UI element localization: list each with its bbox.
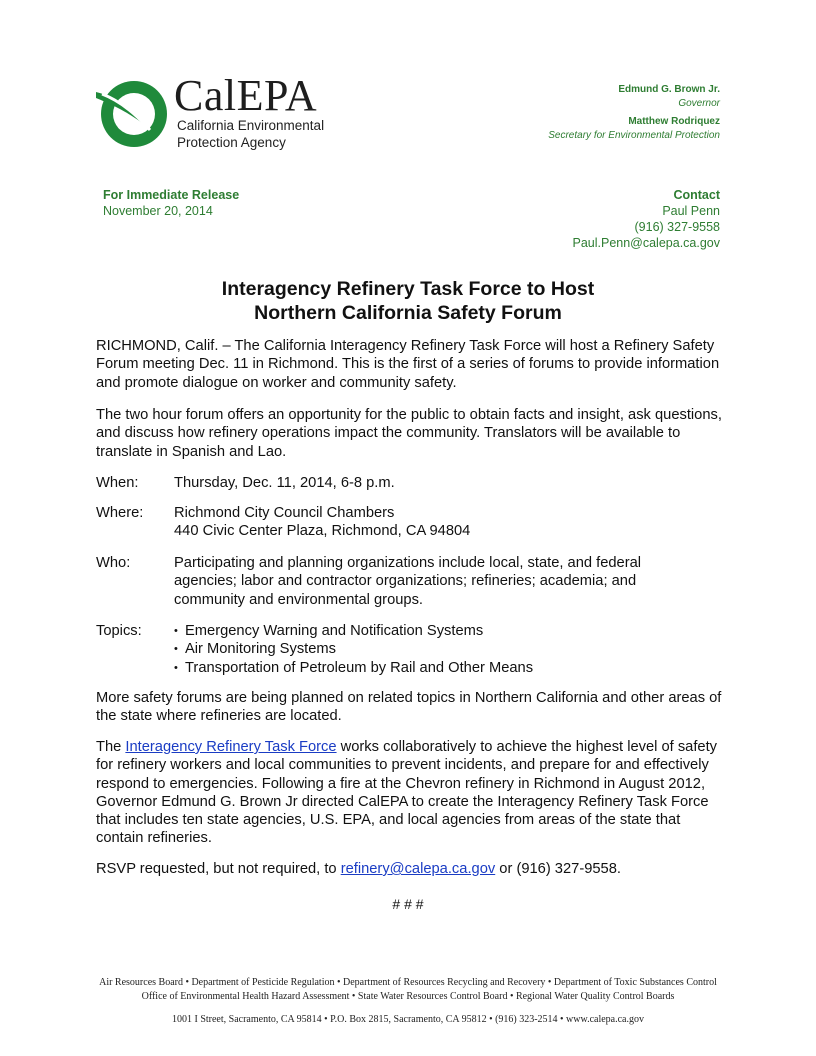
where-address: 440 Civic Center Plaza, Richmond, CA 94804: [174, 523, 471, 540]
topics-list: [174, 622, 734, 677]
topic-item: • Emergency Warning and Notification Systems: [174, 622, 734, 640]
secretary-title: Secretary for Environmental Protection: [548, 130, 720, 141]
topic-item: • Air Monitoring Systems: [174, 640, 734, 658]
logo-subtitle-line2: Protection Agency: [177, 135, 286, 150]
press-release-title: [0, 277, 816, 325]
footer-boards-line2: Office of Environmental Health Hazard Assessment • State Water Resources Control Board • Regional Water Quality Control Boards: [141, 991, 675, 1002]
when-value: Thursday, Dec. 11, 2014, 6-8 p.m.: [174, 475, 395, 491]
footer-boards-line1: Air Resources Board • Department of Pesticide Regulation • Department of Resources Recycling and Recovery • Department of Toxic Substances Control: [99, 977, 717, 988]
task-force-lead: The: [96, 739, 126, 755]
officials-block: [548, 83, 720, 143]
contact-label: Contact: [673, 188, 720, 202]
contact-phone: (916) 327-9558: [634, 220, 720, 234]
paragraph-forum-description: The two hour forum offers an opportunity for the public to obtain facts and insight, ask questions, and discuss how refinery operations impact the community. Translators will be available to translate in Spanish and Lao.: [96, 407, 722, 460]
title-line1: Interagency Refinery Task Force to Host: [221, 278, 595, 300]
where-value: [174, 504, 734, 541]
rsvp-email-link[interactable]: refinery@calepa.ca.gov: [340, 861, 496, 877]
contact-email: Paul.Penn@calepa.ca.gov: [572, 236, 720, 250]
release-date: November 20, 2014: [103, 204, 213, 218]
rsvp-phone: or (916) 327-9558.: [495, 861, 621, 877]
where-venue: Richmond City Council Chambers: [174, 505, 395, 521]
task-force-body: works collaboratively to achieve the highest level of safety for refinery workers and local communities to prevent incidents, and prepare for and effectively respond to emergencies. Following a fire at the Chevron refinery in Richmond in August 2012, Governor Edmund G. Brown Jr directed CalEPA to create the Interagency Refinery Task Force that includes ten state agencies, U.S. EPA, and local agencies from areas of the state that contain refineries.: [96, 739, 718, 847]
paragraph-intro: RICHMOND, Calif. – The California Interagency Refinery Task Force will host a Refinery Safety Forum meeting Dec. 11 in Richmond. This is the first of a series of forums to provide information and promote dialogue on worker and community safety.: [96, 338, 720, 391]
contact-name: Paul Penn: [662, 204, 720, 218]
calepa-logo-icon: [94, 74, 170, 152]
task-force-link[interactable]: Interagency Refinery Task Force: [125, 739, 337, 755]
logo-subtitle-line1: California Environmental: [177, 118, 325, 133]
topic-item: • Transportation of Petroleum by Rail and Other Means: [174, 659, 734, 677]
logo-wordmark: CalEPA: [174, 71, 318, 120]
secretary-name: Matthew Rodriquez: [628, 116, 720, 127]
release-label: For Immediate Release: [103, 188, 240, 202]
governor-name: Edmund G. Brown Jr.: [618, 84, 720, 95]
where-label: Where:: [96, 505, 144, 521]
release-info: [103, 187, 239, 219]
governor-title: Governor: [678, 98, 720, 109]
end-mark: # # #: [392, 896, 424, 912]
who-label: Who:: [96, 555, 131, 571]
title-line2: Northern California Safety Forum: [254, 302, 562, 324]
footer-address: 1001 I Street, Sacramento, CA 95814 • P.O. Box 2815, Sacramento, CA 95812 • (916) 323-2514 • www.calepa.ca.gov: [171, 1014, 644, 1025]
topics-label: Topics:: [96, 623, 142, 639]
paragraph-more-forums: More safety forums are being planned on related topics in Northern California and other areas of the state where refineries are located.: [96, 690, 722, 725]
contact-info: [572, 187, 720, 251]
who-value: Participating and planning organizations include local, state, and federal agencies; labor and contractor organizations; refineries; academia; and community and environmental groups.: [174, 555, 642, 608]
when-label: When:: [96, 475, 139, 491]
paragraph-task-force: [96, 738, 726, 848]
rsvp-lead: RSVP requested, but not required, to: [96, 861, 341, 877]
rsvp-line: [96, 860, 726, 878]
